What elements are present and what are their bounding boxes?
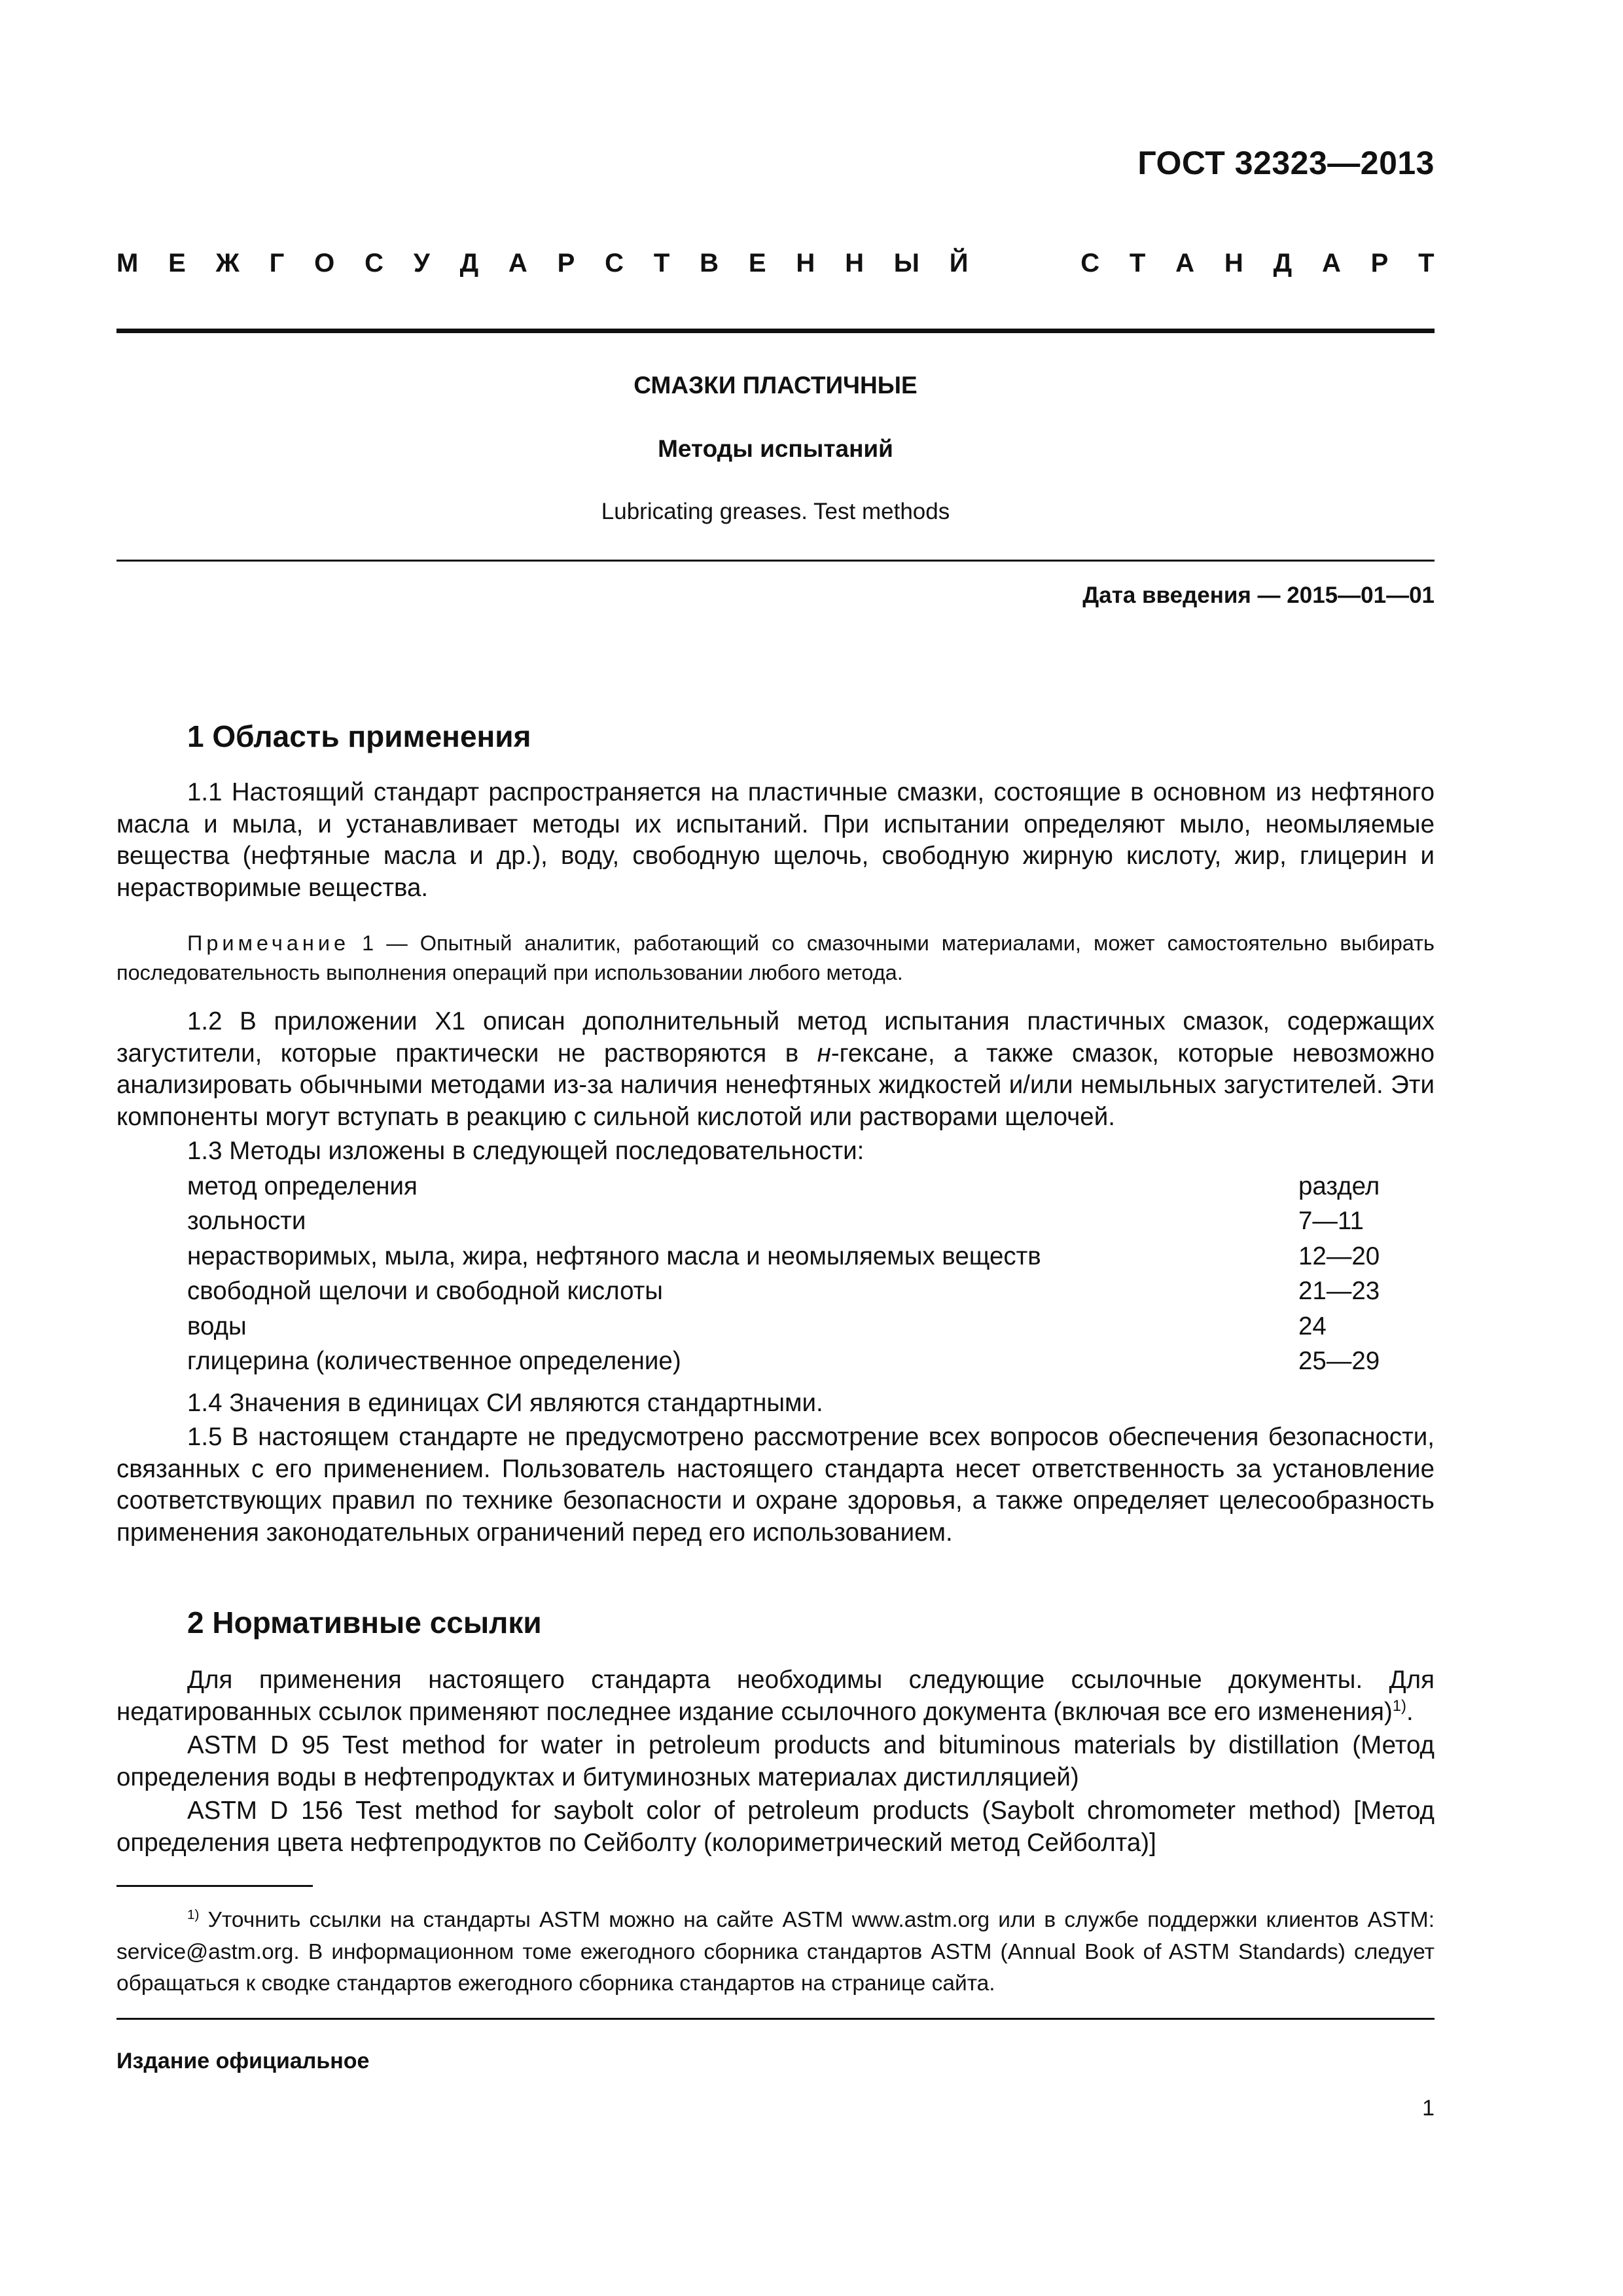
p12-italic: н <box>817 1039 831 1067</box>
banner-letter: Р <box>557 249 575 278</box>
method-section: 24 <box>1298 1312 1327 1340</box>
method-section: 7—11 <box>1298 1207 1364 1236</box>
methods-table <box>187 1169 1435 1379</box>
banner-gap <box>998 249 1050 278</box>
header-divider <box>116 329 1435 333</box>
p12-text-before: 1.2 В приложении X1 описан дополнительный метод испытания пластичных смазок, содержащих загустители, которые практически не растворяются в <box>116 1007 1435 1067</box>
introduction-date: Дата введения — 2015—01—01 <box>1082 583 1435 608</box>
banner-letter: Т <box>1418 249 1435 278</box>
banner-letter: А <box>508 249 527 278</box>
banner-letter: Т <box>653 249 670 278</box>
reference-astm-d156: ASTM D 156 Test method for saybolt color of petroleum products (Saybolt chromometer method) [Метод определения цвета нефтепродуктов по Сейболту (колориметрический метод Сейболта)] <box>116 1797 1435 1857</box>
paragraph-1-5: 1.5 В настоящем стандарте не предусмотрено рассмотрение всех вопросов обеспечения безопасности, связанных с его применением. Пользователь настоящего стандарта несет ответственность за установление соответствующих правил по технике безопасности и охране здоровья, а также определяет целесообразность применения законодательных ограничений перед его использованием. <box>116 1423 1435 1547</box>
methods-row <box>187 1239 1435 1274</box>
paragraph-1-1: 1.1 Настоящий стандарт распространяется на пластичные смазки, состоящие в основном из нефтяного масла и мыла, и устанавливает методы их испытаний. При испытании определяют мыло, неомыляемые вещества (нефтяные масла и др.), воду, свободную щелочь, свободную жирную кислоту, жир, глицерин и нерастворимые вещества. <box>116 778 1435 902</box>
paragraph-1-2 <box>116 1006 1435 1133</box>
footnote-text: Уточнить ссылки на стандарты ASTM можно на сайте ASTM www.astm.org или в службе поддержки клиентов ASTM: service@astm.org. В информационном томе ежегодного сборника стандартов ASTM (Annual Book of ASTM Standards) следует обращаться к сводке стандартов ежегодного сборника стандартов на странице сайта. <box>116 1908 1435 1996</box>
method-name: зольности <box>187 1207 306 1236</box>
section-1-heading: 1 Область применения <box>187 719 531 753</box>
method-name: нерастворимых, мыла, жира, нефтяного масла и неомыляемых веществ <box>187 1242 1041 1270</box>
banner-letter: М <box>116 249 139 278</box>
method-name: свободной щелочи и свободной кислоты <box>187 1277 663 1306</box>
banner-letter: Р <box>1370 249 1389 278</box>
banner-letter: А <box>1321 249 1341 278</box>
footer-divider <box>116 2018 1435 2020</box>
method-section: 12—20 <box>1298 1242 1380 1270</box>
banner-letter: С <box>605 249 624 278</box>
method-section: 25—29 <box>1298 1347 1380 1376</box>
document-page <box>116 0 1435 2296</box>
document-subtitle: Методы испытаний <box>658 435 893 462</box>
methods-row <box>187 1309 1435 1344</box>
banner-letter: Т <box>1129 249 1146 278</box>
section-2-heading: 2 Нормативные ссылки <box>187 1605 542 1640</box>
paragraph-1-3: 1.3 Методы изложены в следующей последовательности: <box>187 1137 865 1165</box>
intro-text: Для применения настоящего стандарта необходимы следующие ссылочные документы. Для недатированных ссылок применяют последнее издание ссылочного документа (включая все его изменения) <box>116 1666 1435 1726</box>
method-name: воды <box>187 1312 247 1340</box>
note-label: Примечание <box>187 931 350 955</box>
banner-letter: Д <box>1273 249 1293 278</box>
reference-astm-d95: ASTM D 95 Test method for water in petroleum products and bituminous materials by distillation (Метод определения воды в нефтепродуктах и битуминозных материалах дистилляцией) <box>116 1731 1435 1791</box>
methods-row <box>187 1169 1435 1204</box>
banner-letter: Г <box>269 249 285 278</box>
banner-letter: Д <box>459 249 479 278</box>
banner-letter: Н <box>845 249 864 278</box>
methods-row <box>187 1274 1435 1310</box>
note-1 <box>116 929 1435 988</box>
document-title: СМАЗКИ ПЛАСТИЧНЫЕ <box>633 372 918 399</box>
footnote-marker: 1) <box>187 1907 200 1922</box>
section-2-intro <box>116 1664 1435 1728</box>
banner-letter: У <box>413 249 430 278</box>
method-name: глицерина (количественное определение) <box>187 1347 681 1376</box>
english-title: Lubricating greases. Test methods <box>601 499 950 524</box>
banner-letter: Ы <box>893 249 919 278</box>
banner-letter: Ж <box>215 249 240 278</box>
title-divider <box>116 560 1435 562</box>
paragraph-1-4: 1.4 Значения в единицах СИ являются стандартными. <box>187 1389 823 1417</box>
banner-letter: Е <box>168 249 186 278</box>
interstate-standard-banner <box>116 249 1435 278</box>
method-section: 21—23 <box>1298 1277 1380 1306</box>
p12-text-after: -гексане, а также смазок, которые невозможно анализировать обычными методами из-за наличия ненефтяных жидкостей и/или немыльных загустителей. Эти компоненты могут вступать в реакцию с сильной кислотой или растворами щелочей. <box>116 1039 1435 1131</box>
banner-letter: А <box>1175 249 1195 278</box>
banner-letter: В <box>700 249 719 278</box>
footnote-separator <box>116 1885 313 1887</box>
method-section: раздел <box>1298 1172 1380 1200</box>
footnote-1 <box>116 1905 1435 2000</box>
banner-letter: Е <box>748 249 766 278</box>
banner-letter: С <box>1080 249 1100 278</box>
intro-end: . <box>1406 1697 1414 1726</box>
banner-letter: Н <box>796 249 815 278</box>
method-name: метод определения <box>187 1172 418 1200</box>
methods-row <box>187 1204 1435 1240</box>
official-edition-label: Издание официальное <box>116 2049 370 2073</box>
banner-letter: С <box>365 249 384 278</box>
document-code: ГОСТ 32323—2013 <box>1137 145 1435 181</box>
note-text: 1 — Опытный аналитик, работающий со смазочными материалами, может самостоятельно выбирать последовательность выполнения операций при использовании любого метода. <box>116 931 1435 984</box>
page-number: 1 <box>1422 2096 1435 2121</box>
methods-row <box>187 1344 1435 1380</box>
footnote-ref: 1) <box>1392 1696 1406 1715</box>
banner-letter: О <box>314 249 335 278</box>
banner-letter: Й <box>949 249 969 278</box>
banner-letter: Н <box>1224 249 1243 278</box>
